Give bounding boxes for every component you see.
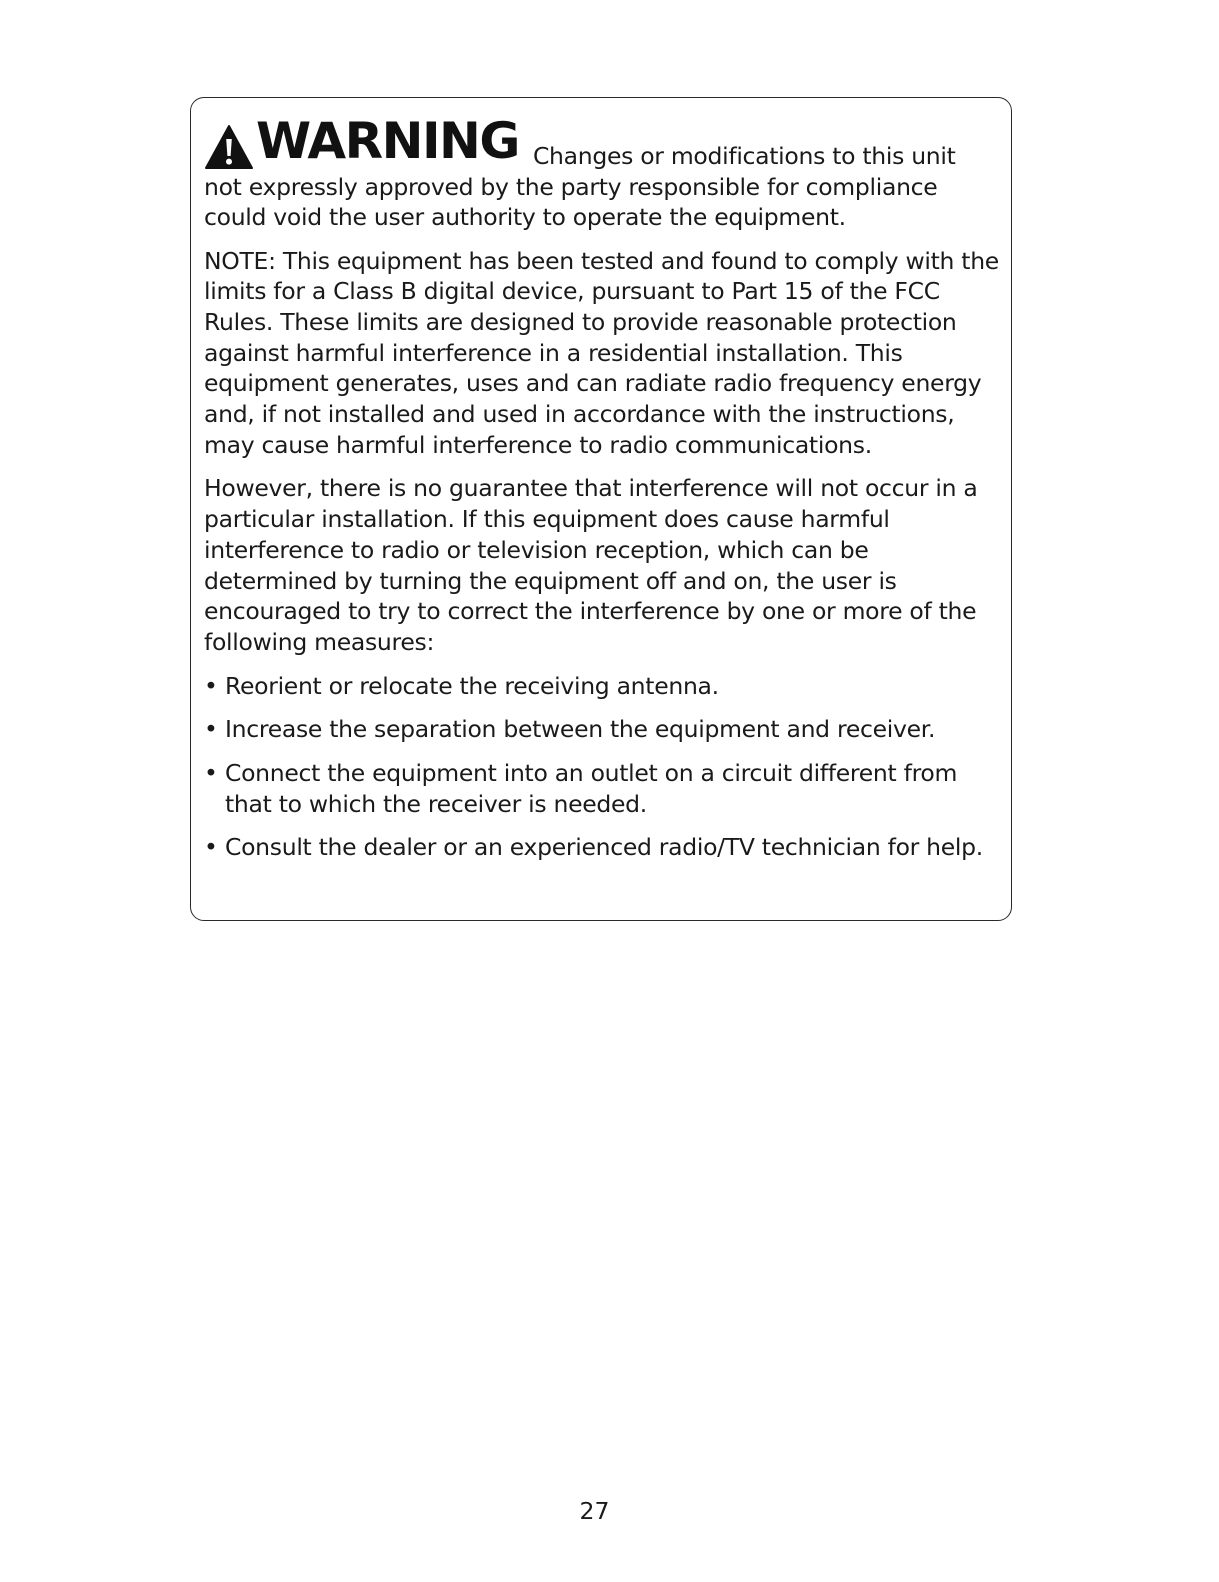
page-number: 27 (579, 1497, 610, 1525)
note-paragraph: NOTE: This equipment has been tested and found to comply with the limits for a Class B digital device, pursuant to Part 15 of the FCC Rules. These limits are designed to provide reasonable protection against harmful interference in a residential installation. This equipment generates, uses and can radiate radio frequency energy and, if not installed and used in accordance with the instructions, may cause harmful interference to radio communications. (204, 246, 999, 459)
warning-heading-group (204, 112, 533, 170)
warning-box (190, 97, 1012, 921)
measure-text: Consult the dealer or an experienced radio/TV technician for help. (225, 833, 983, 862)
list-item (204, 714, 999, 745)
measure-text: Reorient or relocate the receiving antenna. (225, 671, 719, 700)
bullet-icon: • (204, 715, 218, 744)
warning-lead-text: Changes or modifications to this unit not expressly approved by the party responsible for compliance could void the user authority to operate the equipment. (204, 142, 956, 231)
list-item (204, 671, 999, 702)
warning-lead-paragraph (204, 112, 999, 233)
measures-list (204, 671, 999, 864)
bullet-icon: • (204, 833, 218, 862)
warning-triangle-icon (204, 124, 254, 170)
measure-text: Increase the separation between the equipment and receiver. (225, 715, 936, 744)
however-paragraph: However, there is no guarantee that interference will not occur in a particular installation. If this equipment does cause harmful interference to radio or television reception, which can be determined by turning the equipment off and on, the user is encouraged to try to correct the interference by one or more of the following measures: (204, 474, 978, 656)
list-item (204, 832, 999, 863)
bullet-icon: • (204, 759, 218, 788)
measure-text: Connect the equipment into an outlet on a circuit different from that to which the receiver is needed. (225, 759, 958, 818)
warning-heading: WARNING (256, 112, 519, 170)
bullet-icon: • (204, 671, 218, 700)
list-item (204, 758, 999, 819)
